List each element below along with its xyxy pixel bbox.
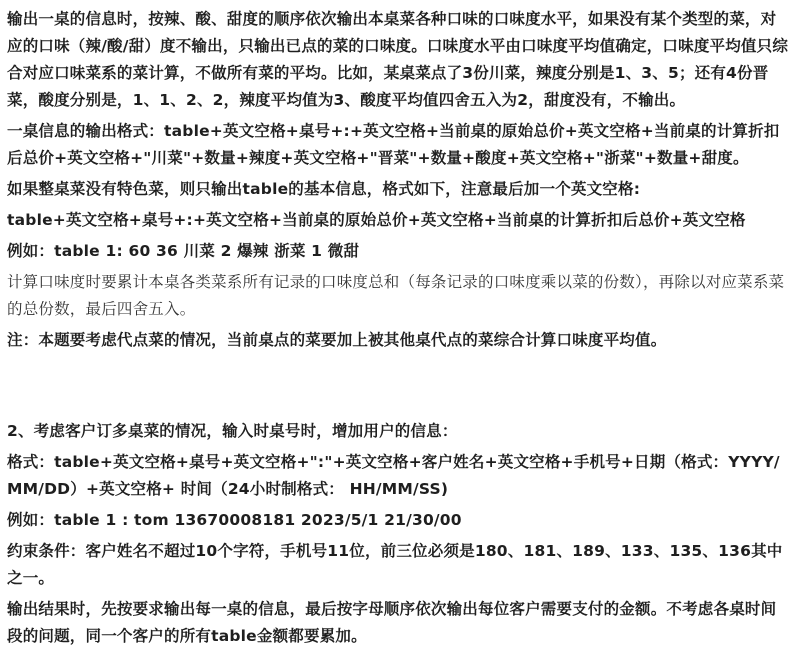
paragraph-constraints: 约束条件：客户姓名不超过10个字符，手机号11位，前三位必须是180、181、189、133、135、136其中之一。 [7, 542, 783, 587]
paragraph-output-format: 一桌信息的输出格式：table+英文空格+桌号+:+英文空格+当前桌的原始总价+英文空格+当前桌的计算折扣后总价+英文空格+"川菜"+数量+辣度+英文空格+"晋菜"+数量+酸度+英文空格+"浙菜"+数量+甜度。 [7, 122, 780, 167]
document-body [7, 6, 791, 650]
section-heading-2: 2、考虑客户订多桌菜的情况，输入时桌号时，增加用户的信息： [7, 422, 458, 440]
paragraph-note: 注：本题要考虑代点菜的情况，当前桌点的菜要加上被其他桌代点的菜综合计算口味度平均值。 [7, 331, 667, 349]
paragraph-taste-calculation: 计算口味度时要累计本桌各类菜系所有记录的口味度总和（每条记录的口味度乘以菜的份数），再除以对应菜系菜的总份数，最后四舍五入。 [7, 273, 785, 318]
paragraph-no-special-dish: 如果整桌菜没有特色菜，则只输出table的基本信息，格式如下，注意最后加一个英文空格: [7, 180, 641, 198]
paragraph-example-2: 例如：table 1 : tom 13670008181 2023/5/1 21/30/00 [7, 511, 462, 529]
paragraph-output-result: 输出结果时，先按要求输出每一桌的信息，最后按字母顺序依次输出每位客户需要支付的金额。不考虑各桌时间段的问题，同一个客户的所有table金额都要累加。 [7, 600, 777, 645]
paragraph-customer-format: 格式：table+英文空格+桌号+英文空格+":"+英文空格+客户姓名+英文空格+手机号+日期（格式：YYYY/MM/DD）+英文空格+ 时间（24小时制格式： HH/MM/SS) [7, 453, 780, 498]
paragraph-taste-output: 输出一桌的信息时，按辣、酸、甜度的顺序依次输出本桌菜各种口味的口味度水平，如果没有某个类型的菜，对应的口味（辣/酸/甜）度不输出，只输出已点的菜的口味度。口味度水平由口味度平均值确定，口味度平均值只综合对应口味菜系的菜计算，不做所有菜的平均。比如，某桌菜点了3份川菜，辣度分别是1、3、5；还有4份晋菜，酸度分别是，1、1、2、2，辣度平均值为3、酸度平均值四舍五入为2，甜度没有，不输出。 [7, 10, 789, 109]
paragraph-example-1: 例如：table 1: 60 36 川菜 2 爆辣 浙菜 1 微甜 [7, 242, 360, 260]
paragraph-basic-format: table+英文空格+桌号+:+英文空格+当前桌的原始总价+英文空格+当前桌的计算折扣后总价+英文空格 [7, 211, 746, 229]
